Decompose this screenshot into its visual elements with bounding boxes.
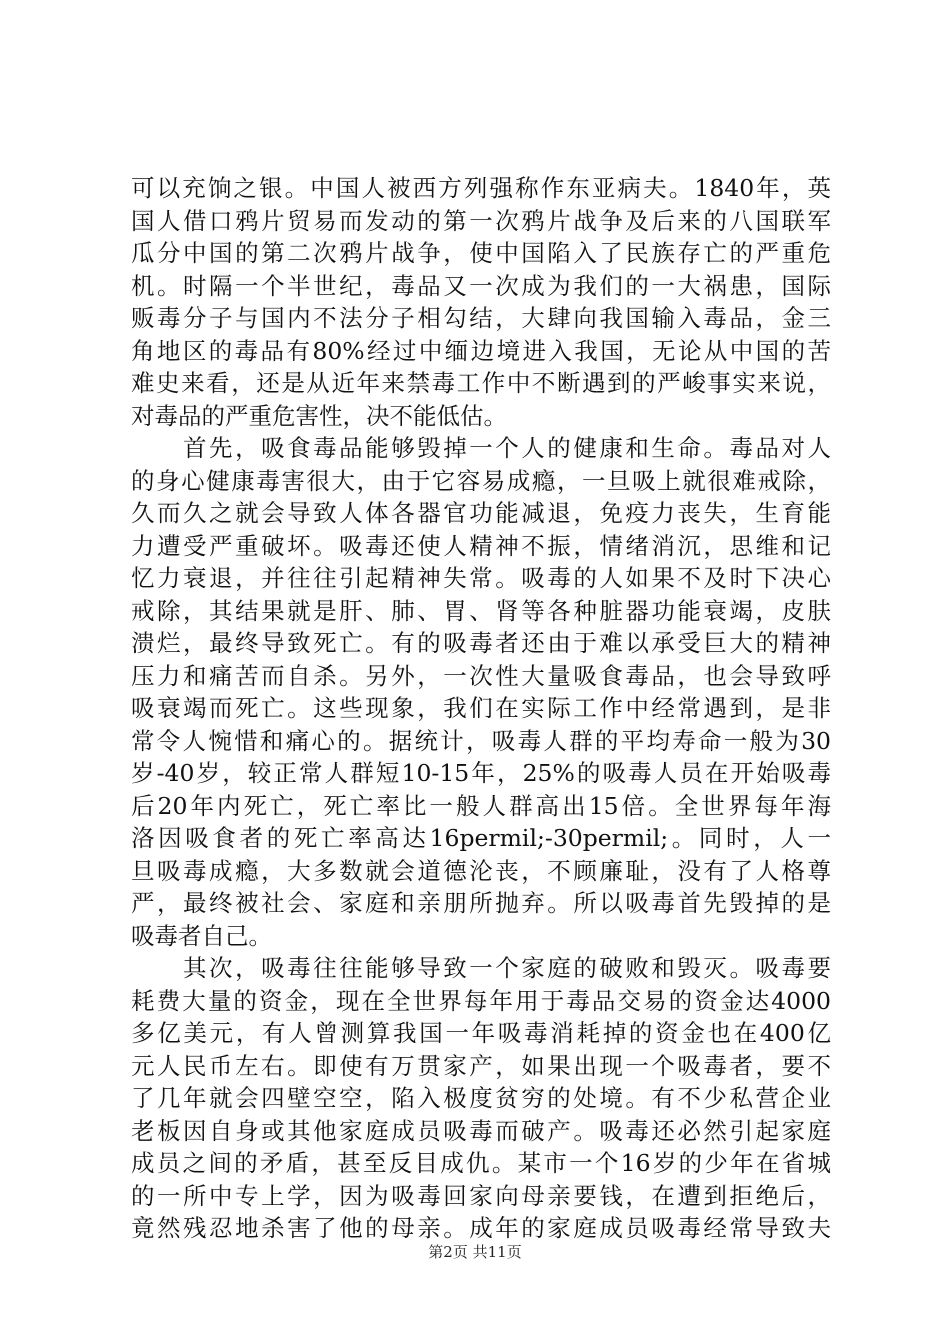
paragraph-start-line: 首先，吸食毒品能够毁掉一个人的健康和生命。毒品对人 <box>131 434 831 462</box>
text-line: 旦吸毒成瘾，大多数就会道德沦丧，不顾廉耻，没有了人格尊 <box>131 856 831 885</box>
text-line: 戒除，其结果就是肝、肺、胃、肾等各种脏器功能衰竭，皮肤 <box>131 596 831 625</box>
text-line: 久而久之就会导致人体各器官功能减退，免疫力丧失，生育能 <box>131 499 831 527</box>
text-line: 难史来看，还是从近年来禁毒工作中不断遇到的严峻事实来说， <box>131 369 831 397</box>
text-line: 了几年就会四壁空空，陷入极度贫穷的处境。有不少私营企业 <box>131 1084 831 1112</box>
text-line: 洛因吸食者的死亡率高达16permil;-30permil;。同时，人一 <box>131 824 831 852</box>
text-line: 的身心健康毒害很大，由于它容易成瘾，一旦吸上就很难戒除， <box>131 466 831 495</box>
text-line: 老板因自身或其他家庭成员吸毒而破产。吸毒还必然引起家庭 <box>131 1116 831 1145</box>
text-line: 压力和痛苦而自杀。另外，一次性大量吸食毒品，也会导致呼 <box>131 661 831 690</box>
text-line: 可以充饷之银。中国人被西方列强称作东亚病夫。1840年，英 <box>131 174 831 202</box>
text-line: 后20年内死亡，死亡率比一般人群高出15倍。全世界每年海 <box>131 791 831 820</box>
text-line: 耗费大量的资金，现在全世界每年用于毒品交易的资金达4000 <box>131 986 831 1015</box>
text-line: 的一所中专上学，因为吸毒回家向母亲要钱，在遭到拒绝后， <box>131 1181 831 1210</box>
body-text <box>131 172 831 1245</box>
text-line: 忆力衰退，并往往引起精神失常。吸毒的人如果不及时下决心 <box>131 564 831 592</box>
text-line: 机。时隔一个半世纪，毒品又一次成为我们的一大祸患，国际 <box>131 271 831 300</box>
text-line: 岁-40岁，较正常人群短10-15年，25%的吸毒人员在开始吸毒 <box>131 759 831 787</box>
text-line: 元人民币左右。即使有万贯家产，如果出现一个吸毒者，要不 <box>131 1051 831 1080</box>
text-line: 多亿美元，有人曾测算我国一年吸毒消耗掉的资金也在400亿 <box>131 1019 831 1047</box>
text-line: 吸毒者自己。 <box>131 921 272 950</box>
text-line: 角地区的毒品有80%经过中缅边境进入我国，无论从中国的苦 <box>131 336 831 365</box>
text-line: 常令人惋惜和痛心的。据统计，吸毒人群的平均寿命一般为30 <box>131 726 831 755</box>
text-line: 瓜分中国的第二次鸦片战争，使中国陷入了民族存亡的严重危 <box>131 239 831 267</box>
text-line: 国人借口鸦片贸易而发动的第一次鸦片战争及后来的八国联军 <box>131 206 831 235</box>
text-line: 严，最终被社会、家庭和亲朋所抛弃。所以吸毒首先毁掉的是 <box>131 889 831 917</box>
text-line: 贩毒分子与国内不法分子相勾结，大肆向我国输入毒品，金三 <box>131 304 831 332</box>
page-number-footer: 第2页 共11页 <box>428 1243 522 1261</box>
text-line: 竟然残忍地杀害了他的母亲。成年的家庭成员吸毒经常导致夫 <box>131 1214 831 1242</box>
text-line: 成员之间的矛盾，甚至反目成仇。某市一个16岁的少年在省城 <box>131 1149 831 1177</box>
text-line: 力遭受严重破坏。吸毒还使人精神不振，情绪消沉，思维和记 <box>131 531 831 560</box>
text-line: 对毒品的严重危害性，决不能低估。 <box>131 401 507 430</box>
paragraph-start-line: 其次，吸毒往往能够导致一个家庭的破败和毁灭。吸毒要 <box>131 954 831 982</box>
text-line: 吸衰竭而死亡。这些现象，我们在实际工作中经常遇到，是非 <box>131 694 831 722</box>
text-line: 溃烂，最终导致死亡。有的吸毒者还由于难以承受巨大的精神 <box>131 629 831 657</box>
